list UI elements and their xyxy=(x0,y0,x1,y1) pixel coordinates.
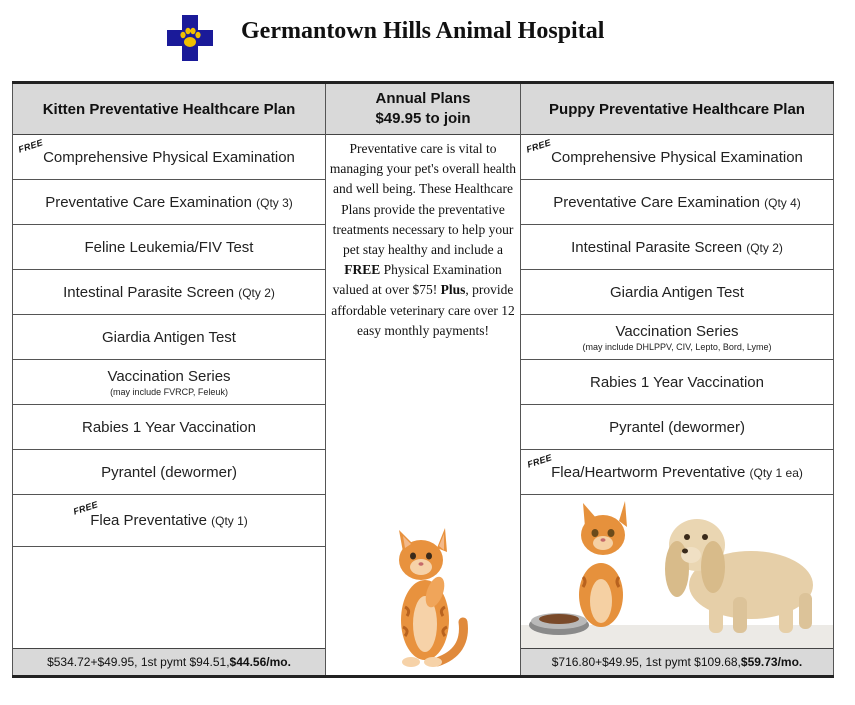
annual-plans-title: Annual Plans xyxy=(375,90,471,107)
item-text: Intestinal Parasite Screen xyxy=(63,283,239,301)
item-line xyxy=(551,464,803,481)
plans-table xyxy=(12,81,834,678)
item-text: Preventative Care Examination xyxy=(45,193,257,211)
annual-plans-header xyxy=(326,84,520,135)
item-text: Flea Preventative xyxy=(90,512,212,529)
item-qty: (Qty 2) xyxy=(238,285,275,300)
item-line xyxy=(551,149,803,166)
item-line xyxy=(615,323,738,340)
puppy-plan-item xyxy=(521,270,833,315)
kitten-plan-items xyxy=(13,135,325,547)
puppy-price-base: $716.80+$49.95, 1st pymt $109.68, xyxy=(551,655,741,669)
free-label: FREE xyxy=(17,137,45,155)
puppy-plan-item xyxy=(521,135,833,180)
item-qty: (Qty 2) xyxy=(746,240,783,255)
kitten-plan-item xyxy=(13,450,325,495)
kitten-plan-item xyxy=(13,405,325,450)
item-line xyxy=(609,419,745,436)
puppy-price-monthly: $59.73/mo. xyxy=(740,655,803,669)
item-text: Rabies 1 Year Vaccination xyxy=(589,373,764,391)
puppy-plan-item xyxy=(521,315,833,360)
item-line xyxy=(43,149,295,166)
annual-plans-join-fee: $49.95 to join xyxy=(375,110,471,127)
item-text: Pyrantel (dewormer) xyxy=(609,418,745,436)
item-line xyxy=(85,239,254,256)
item-line xyxy=(82,419,256,436)
item-note: (may include FVRCP, Feleuk) xyxy=(110,386,228,397)
kitten-plan-item xyxy=(13,135,325,180)
free-label: FREE xyxy=(72,499,100,517)
page-title: Germantown Hills Animal Hospital xyxy=(241,18,605,44)
puppy-plan-column xyxy=(520,84,834,675)
puppy-plan-title: Puppy Preventative Healthcare Plan xyxy=(521,84,833,135)
item-line xyxy=(610,284,744,301)
kitten-price-footer xyxy=(13,648,325,675)
item-line xyxy=(45,194,293,211)
desc-part-1: Preventative care is vital to managing your pet's overall health and well being. These Healthcare Plans provide the preventative treatments necessary to help your pet stay healthy and include a xyxy=(329,141,517,258)
item-text: Comprehensive Physical Examination xyxy=(551,148,803,166)
kitten-plan-item xyxy=(13,225,325,270)
item-text: Giardia Antigen Test xyxy=(610,283,744,301)
item-text: Rabies 1 Year Vaccination xyxy=(81,418,256,436)
puppy-plan-items xyxy=(521,135,833,495)
item-line xyxy=(553,194,801,211)
item-line xyxy=(571,239,783,256)
kitten-plan-title: Kitten Preventative Healthcare Plan xyxy=(13,84,325,135)
item-qty: (Qty 1) xyxy=(211,514,248,528)
item-line xyxy=(101,464,237,481)
item-qty: (Qty 4) xyxy=(764,195,801,210)
item-text: Giardia Antigen Test xyxy=(102,328,236,346)
kitten-plan-column xyxy=(12,84,326,675)
item-text: Intestinal Parasite Screen xyxy=(571,238,747,256)
item-text: Preventative Care Examination xyxy=(553,193,765,211)
puppy-plan-item xyxy=(521,225,833,270)
free-label: FREE xyxy=(525,137,553,155)
kitten-plan-item xyxy=(13,315,325,360)
desc-plus: Plus xyxy=(440,282,466,298)
puppy-plan-item xyxy=(521,360,833,405)
annual-plans-column xyxy=(326,84,520,675)
item-line xyxy=(63,284,275,301)
item-qty: (Qty 3) xyxy=(256,195,293,210)
desc-free: FREE xyxy=(344,262,381,278)
item-qty: (Qty 1 ea) xyxy=(749,465,803,480)
kitten-plan-item xyxy=(13,180,325,225)
item-line xyxy=(102,329,236,346)
kitten-price-monthly: $44.56/mo. xyxy=(229,655,291,669)
item-text: Flea/Heartworm Preventative xyxy=(551,463,750,481)
free-label: FREE xyxy=(526,452,554,470)
puppy-plan-item xyxy=(521,180,833,225)
item-line xyxy=(107,368,230,385)
page-header xyxy=(0,0,855,70)
kitten-price-base: $534.72+$49.95, 1st pymt $94.51, xyxy=(47,655,230,669)
kitten-photo xyxy=(375,512,475,672)
paw-cross-icon xyxy=(167,15,213,61)
kitten-plan-item xyxy=(13,495,325,547)
puppy-plan-item xyxy=(521,405,833,450)
item-line xyxy=(590,374,764,391)
item-text: Vaccination Series xyxy=(615,322,739,340)
item-note: (may include DHLPPV, CIV, Lepto, Bord, Lyme) xyxy=(582,341,772,352)
puppy-plan-item xyxy=(521,450,833,495)
desc-part-2: Physical Examination valued at over $75! xyxy=(332,262,502,298)
kitten-plan-item xyxy=(13,360,325,405)
puppy-price-footer xyxy=(521,648,833,675)
annual-plans-description xyxy=(326,135,520,341)
kitten-plan-item xyxy=(13,270,325,315)
item-text: Comprehensive Physical Examination xyxy=(43,148,295,166)
desc-part-3: , provide affordable veterinary care over 12 easy monthly payments! xyxy=(331,282,515,338)
item-line xyxy=(90,512,248,529)
item-text: Vaccination Series xyxy=(107,367,231,385)
item-text: Feline Leukemia/FIV Test xyxy=(84,238,254,256)
kitten-and-puppy-photo xyxy=(521,497,833,649)
item-text: Pyrantel (dewormer) xyxy=(101,463,237,481)
